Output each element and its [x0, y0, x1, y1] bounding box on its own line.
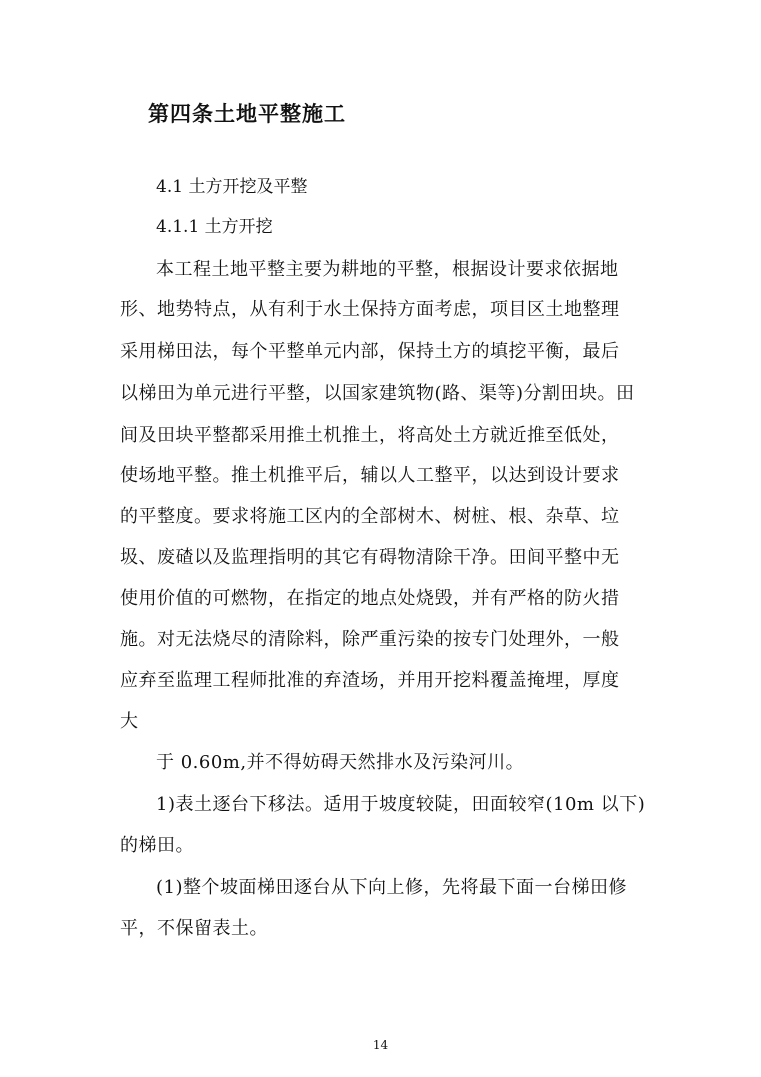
body-line: 施。对无法烧尽的清除料，除严重污染的按专门处理外，一般	[120, 629, 620, 650]
body-line: 使场地平整。推土机推平后，辅以人工整平，以达到设计要求	[120, 465, 620, 486]
body-line: 使用价值的可燃物，在指定的地点处烧毁，并有严格的防火措	[120, 588, 620, 609]
subheading-4-1: 4.1 土方开挖及平整	[156, 177, 308, 197]
body-line: 采用梯田法，每个平整单元内部，保持土方的填挖平衡，最后	[120, 341, 620, 362]
body-line: 平，不保留表土。	[120, 918, 268, 939]
body-line: 应弃至监理工程师批准的弃渣场，并用开挖料覆盖掩埋，厚度	[120, 670, 620, 691]
body-line: 形、地势特点，从有利于水土保持方面考虑，项目区土地整理	[120, 299, 620, 320]
body-line: 以梯田为单元进行平整，以国家建筑物(路、渠等)分割田块。田	[120, 383, 635, 404]
body-line: (1)整个坡面梯田逐台从下向上修，先将最下面一台梯田修	[156, 877, 627, 898]
body-line: 于 0.60m,并不得妨碍天然排水及污染河川。	[156, 752, 525, 773]
subheading-4-1-1: 4.1.1 土方开挖	[156, 217, 273, 237]
section-heading: 第四条土地平整施工	[148, 101, 346, 126]
body-line: 1)表土逐台下移法。适用于坡度较陡，田面较窄(10m 以下)	[156, 794, 646, 815]
body-line: 圾、废碴以及监理指明的其它有碍物清除干净。田间平整中无	[120, 547, 620, 568]
body-line: 间及田块平整都采用推土机推土，将高处土方就近推至低处，	[120, 425, 620, 446]
body-line: 大	[120, 711, 139, 732]
body-line: 的梯田。	[120, 835, 194, 856]
page-number: 14	[372, 1038, 389, 1052]
body-line: 本工程土地平整主要为耕地的平整，根据设计要求依据地	[156, 259, 619, 280]
body-line: 的平整度。要求将施工区内的全部树木、树桩、根、杂草、垃	[120, 506, 620, 527]
